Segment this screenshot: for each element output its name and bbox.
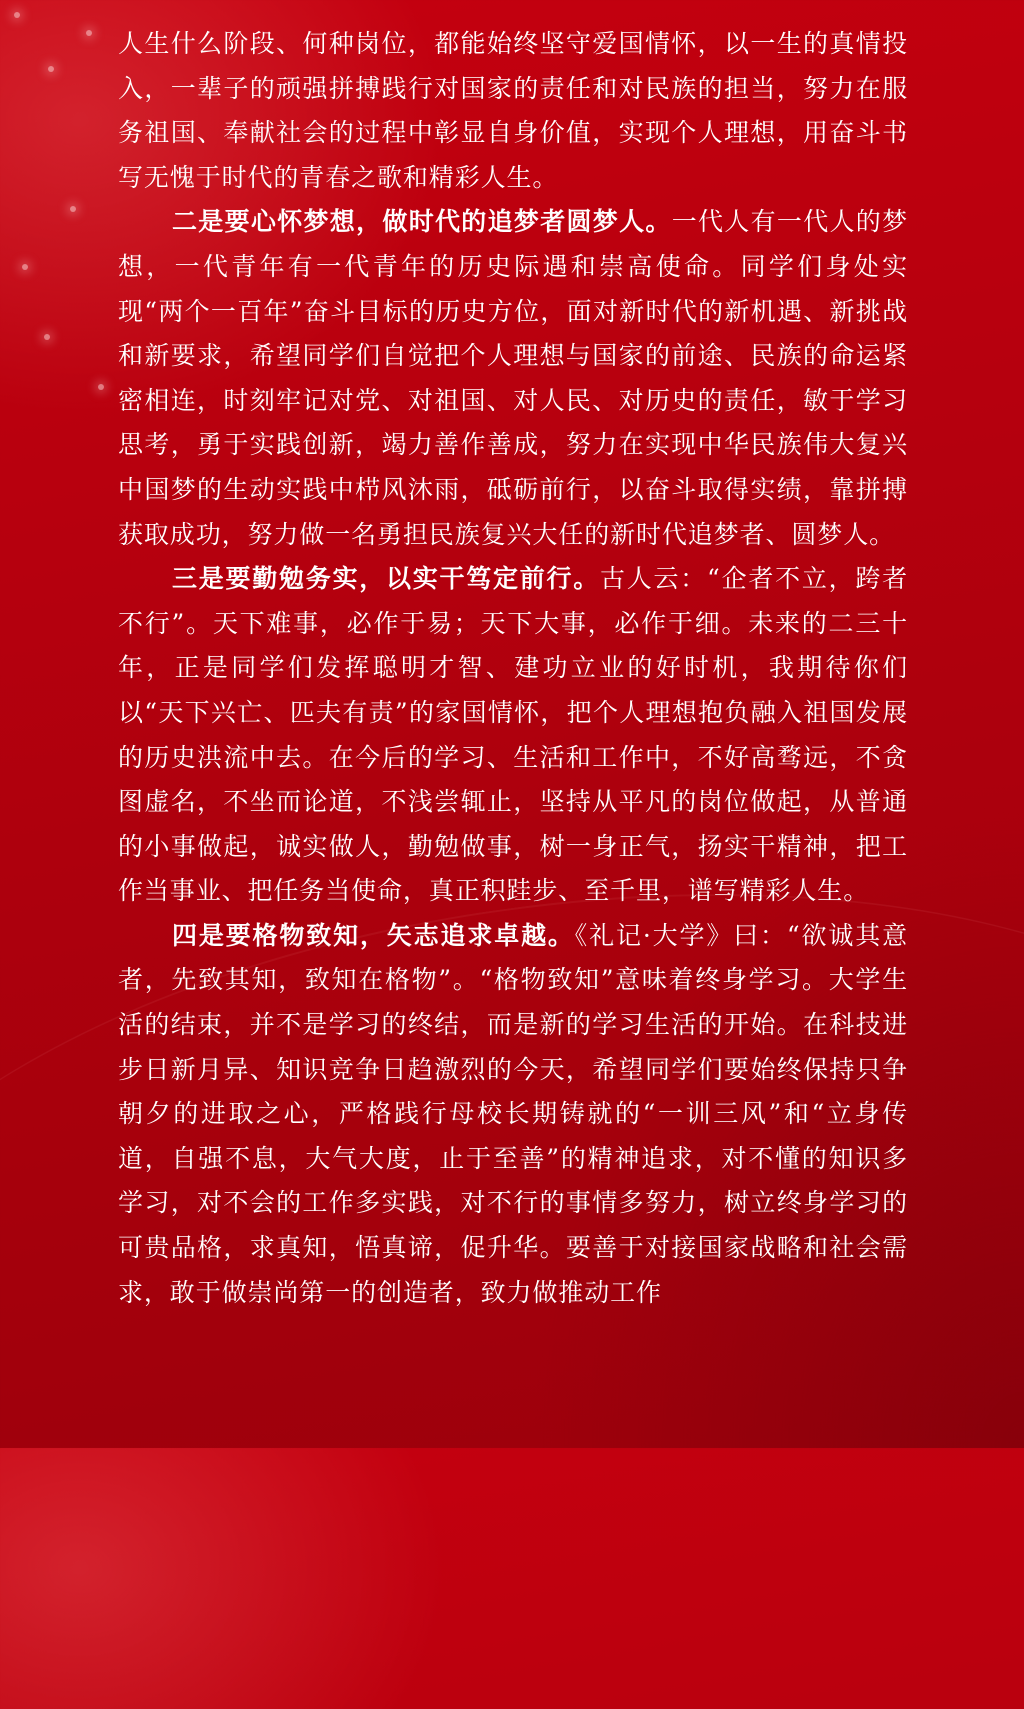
paragraph-lead-heading: 四是要格物致知，矢志追求卓越。 [172,920,575,950]
paragraph-lead-heading: 二是要心怀梦想，做时代的追梦者圆梦人。 [172,207,672,237]
paragraph-lead-heading: 三是要勤勉务实，以实干笃定前行。 [172,564,601,594]
paragraph-point-four [118,914,908,1315]
sparkle-light [48,66,54,72]
sparkle-light [44,334,50,340]
sparkle-light [98,384,104,390]
paragraph-continuation [118,22,908,200]
paragraph-point-three [118,557,908,914]
paragraph-text: 人生什么阶段、何种岗位，都能始终坚守爱国情怀，以一生的真情投入，一辈子的顽强拼搏践行对国家的责任和对民族的担当，努力在服务祖国、奉献社会的过程中彰显自身价值，实现个人理想，用奋斗书写无愧于时代的青春之歌和精彩人生。 [118,29,908,192]
paragraph-text: 《礼记·大学》曰：“欲诚其意者，先致其知，致知在格物”。“格物致知”意味着终身学习。大学生活的结束，并不是学习的终结，而是新的学习生活的开始。在科技进步日新月异、知识竞争日趋激烈的今天，希望同学们要始终保持只争朝夕的进取之心，严格践行母校长期铸就的“一训三风”和“立身传道，自强不息，大气大度，止于至善”的精神追求，对不懂的知识多学习，对不会的工作多实践，对不行的事情多努力，树立终身学习的可贵品格，求真知，悟真谛，促升华。要善于对接国家战略和社会需求，敢于做崇尚第一的创造者，致力做推动工作 [118,920,908,1307]
sparkle-light [22,264,28,270]
paragraph-point-two [118,200,908,557]
paragraph-text: 古人云：“企者不立，跨者不行”。天下难事，必作于易；天下大事，必作于细。未来的二三十年，正是同学们发挥聪明才智、建功立业的好时机，我期待你们以“天下兴亡、匹夫有责”的家国情怀，把个人理想抱负融入祖国发展的历史洪流中去。在今后的学习、生活和工作中，不好高骛远，不贪图虚名，不坐而论道，不浅尝辄止，坚持从平凡的岗位做起，从普通的小事做起，诚实做人，勤勉做事，树一身正气，扬实干精神，把工作当事业、把任务当使命，真正积跬步、至千里，谱写精彩人生。 [118,564,908,906]
paragraph-text: 一代人有一代人的梦想，一代青年有一代青年的历史际遇和崇高使命。同学们身处实现“两个一百年”奋斗目标的历史方位，面对新时代的新机遇、新挑战和新要求，希望同学们自觉把个人理想与国家的前途、民族的命运紧密相连，时刻牢记对党、对祖国、对人民、对历史的责任，敏于学习思考，勇于实践创新，竭力善作善成，努力在实现中华民族伟大复兴中国梦的生动实践中栉风沐雨，砥砺前行，以奋斗取得实绩，靠拼搏获取成功，努力做一名勇担民族复兴大任的新时代追梦者、圆梦人。 [118,207,908,549]
sparkle-light [86,30,92,36]
sparkle-light [70,206,76,212]
sparkle-light [14,12,20,18]
article-body [118,22,908,1315]
